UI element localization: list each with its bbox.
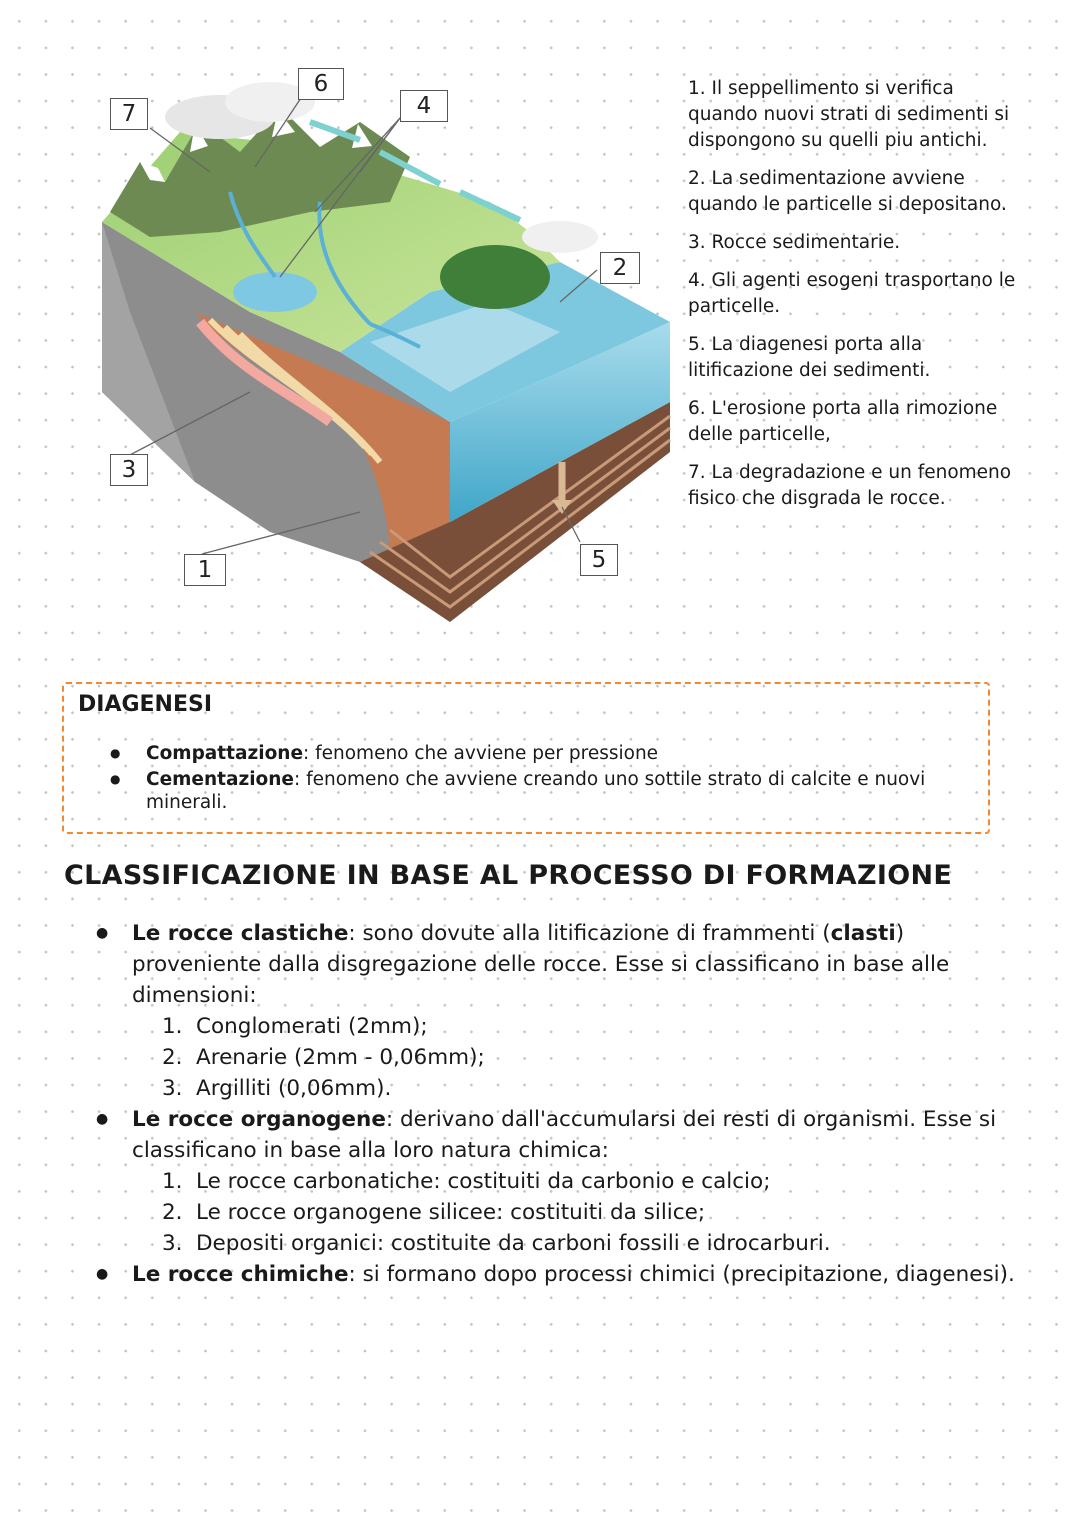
term: Le rocce chimiche [132, 1262, 349, 1287]
diagenesi-list [110, 742, 970, 817]
term: Cementazione [146, 769, 294, 790]
item-number: 3. [162, 1231, 183, 1256]
item-number: 1. [162, 1169, 183, 1194]
legend-item-4: 4. Gli agenti esogeni trasportano le particelle. [688, 270, 1016, 317]
definition: : derivano dall'accumularsi dei resti di organismi. Esse si classificano in base alla loro natura chimica: [132, 1107, 997, 1163]
classification-title: CLASSIFICAZIONE IN BASE AL PROCESSO DI FORMAZIONE [64, 860, 953, 891]
diagram-label-4: 4 [400, 90, 448, 122]
item-text: Argilliti (0,06mm). [196, 1076, 392, 1101]
sub-list-organogene [162, 1166, 1016, 1259]
legend-item-2: 2. La sedimentazione avviene quando le particelle si depositano. [688, 168, 1007, 215]
item-text: Arenarie (2mm - 0,06mm); [196, 1045, 485, 1070]
diagenesi-item-compattazione [110, 742, 970, 765]
item-text: Le rocce organogene silicee: costituiti da silice; [196, 1200, 706, 1225]
group-chimiche [96, 1259, 1016, 1290]
diagram-label-3: 3 [110, 454, 148, 486]
list-item [162, 1042, 1016, 1073]
sedimentary-process-diagram [90, 62, 690, 642]
definition: : fenomeno che avviene per pressione [303, 743, 659, 764]
diagram-label-7: 7 [110, 98, 148, 130]
list-item [162, 1073, 1016, 1104]
group-organogene [96, 1104, 1016, 1166]
definition: ) proveniente dalla disgregazione delle rocce. Esse si classificano in base alle dimensioni: [132, 921, 950, 1008]
diagram-label-5: 5 [580, 544, 618, 576]
legend-item-7: 7. La degradazione e un fenomeno fisico che disgrada le rocce. [688, 462, 1012, 509]
item-text: Le rocce carbonatiche: costituiti da carbonio e calcio; [196, 1169, 771, 1194]
definition: : sono dovute alla litificazione di frammenti ( [348, 921, 831, 946]
legend-item-6: 6. L'erosione porta alla rimozione delle particelle, [688, 398, 998, 445]
legend-item-5: 5. La diagenesi porta alla litificazione dei sedimenti. [688, 334, 931, 381]
definition: : si formano dopo processi chimici (precipitazione, diagenesi). [348, 1262, 1015, 1287]
term: Le rocce clastiche [132, 921, 349, 946]
item-number: 3. [162, 1076, 183, 1101]
diagram-legend [688, 76, 1018, 524]
diagenesi-item-cementazione [110, 768, 970, 814]
diagram-label-6: 6 [298, 68, 344, 100]
item-number: 2. [162, 1200, 183, 1225]
lake [233, 272, 317, 312]
diagram-label-2: 2 [600, 252, 640, 284]
item-number: 1. [162, 1014, 183, 1039]
item-text: Depositi organici: costituite da carboni fossili e idrocarburi. [196, 1231, 831, 1256]
legend-item-3: 3. Rocce sedimentarie. [688, 232, 901, 253]
list-item [162, 1166, 1016, 1197]
diagenesi-title: DIAGENESI [78, 692, 213, 717]
classification-body [96, 918, 1016, 1290]
legend-item-1: 1. Il seppellimento si verifica quando nuovi strati di sedimenti si dispongono su quelli piu antichi. [688, 78, 1010, 151]
sub-list-clastiche [162, 1011, 1016, 1104]
item-number: 2. [162, 1045, 183, 1070]
definition: : fenomeno che avviene creando uno sottile strato di calcite e nuovi minerali. [146, 769, 926, 813]
term: clasti [830, 921, 896, 946]
forest [440, 245, 550, 309]
list-item [162, 1228, 1016, 1259]
diagram-label-1: 1 [184, 554, 226, 586]
group-clastiche [96, 918, 1016, 1011]
list-item [162, 1011, 1016, 1042]
item-text: Conglomerati (2mm); [196, 1014, 428, 1039]
term: Le rocce organogene [132, 1107, 386, 1132]
list-item [162, 1197, 1016, 1228]
term: Compattazione [146, 743, 303, 764]
